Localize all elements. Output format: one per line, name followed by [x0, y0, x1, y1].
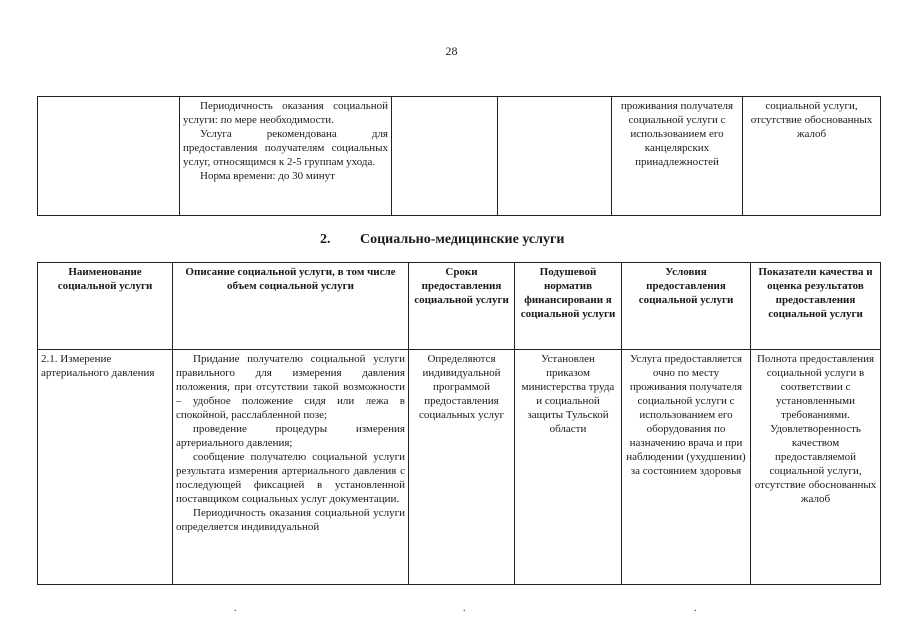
table-cell — [38, 97, 180, 216]
table-header-row — [38, 263, 881, 350]
time-norm-text: Норма времени: до 30 минут — [200, 170, 335, 182]
footer-mark: . — [234, 603, 237, 614]
column-header: Наименование социальной услуги — [38, 263, 173, 350]
column-header: Показатели качества и оценка результатов предоставления социальной услуги — [751, 263, 881, 350]
terms-cell: Определяются индивидуальной программой предоставления социальных услуг — [409, 350, 515, 585]
column-header: Подушевой норматив финансировани я социальной услуги — [515, 263, 622, 350]
quality-cell: Полнота предоставления социальной услуги в соответствии с установленными требованиями. Удовлетворенность качеством предоставляемой социальной услуги, отсутствие обоснованных жалоб — [751, 350, 881, 585]
description-paragraph: сообщение получателю социальной услуги результата измерения артериального давления с последующей фиксацией в установленной поставщиком социальных услуг документации. — [176, 451, 405, 505]
frequency-text: Периодичность оказания социальной услуги: по мере необходимости. — [183, 100, 388, 126]
column-header: Сроки предоставления социальной услуги — [409, 263, 515, 350]
description-paragraph: проведение процедуры измерения артериального давления; — [176, 423, 405, 449]
service-description-cell — [173, 350, 409, 585]
services-table — [37, 262, 881, 585]
page-number: 28 — [445, 44, 458, 58]
conditions-cell: Услуга предоставляется очно по месту проживания получателя социальной услуги с использованием его оборудования по назначению врача и при наблюдении (ухудшении) за состоянием здоровья — [622, 350, 751, 585]
table-row — [38, 97, 881, 216]
section-heading — [320, 232, 564, 248]
table-row — [38, 350, 881, 585]
table-cell — [180, 97, 392, 216]
section-title: Социально-медицинские услуги — [360, 232, 565, 247]
section-number: 2. — [320, 232, 331, 247]
description-paragraph: Придание получателю социальной услуги правильного для измерения давления положения, при отсутствии такой возможности – удобное положение сидя или лежа в спокойной, расслабленной позе; — [176, 353, 405, 421]
recommendation-text: Услуга рекомендована для предоставления получателям социальных услуг, относящимся к 2-5 группам ухода. — [183, 128, 388, 168]
footer-mark: . — [694, 603, 697, 614]
conditions-cell: проживания получателя социальной услуги с использованием его канцелярских принадлежностей — [612, 97, 743, 216]
table-cell — [392, 97, 498, 216]
norm-cell: Установлен приказом министерства труда и социальной защиты Тульской области — [515, 350, 622, 585]
column-header: Условия предоставления социальной услуги — [622, 263, 751, 350]
column-header: Описание социальной услуги, в том числе объем социальной услуги — [173, 263, 409, 350]
description-paragraph: Периодичность оказания социальной услуги определяется индивидуальной — [176, 507, 405, 533]
service-name-cell: 2.1. Измерение артериального давления — [38, 350, 173, 585]
table-cell — [498, 97, 612, 216]
quality-cell: социальной услуги, отсутствие обоснованных жалоб — [743, 97, 881, 216]
footer-mark: . — [463, 603, 466, 614]
continued-table — [37, 96, 881, 216]
